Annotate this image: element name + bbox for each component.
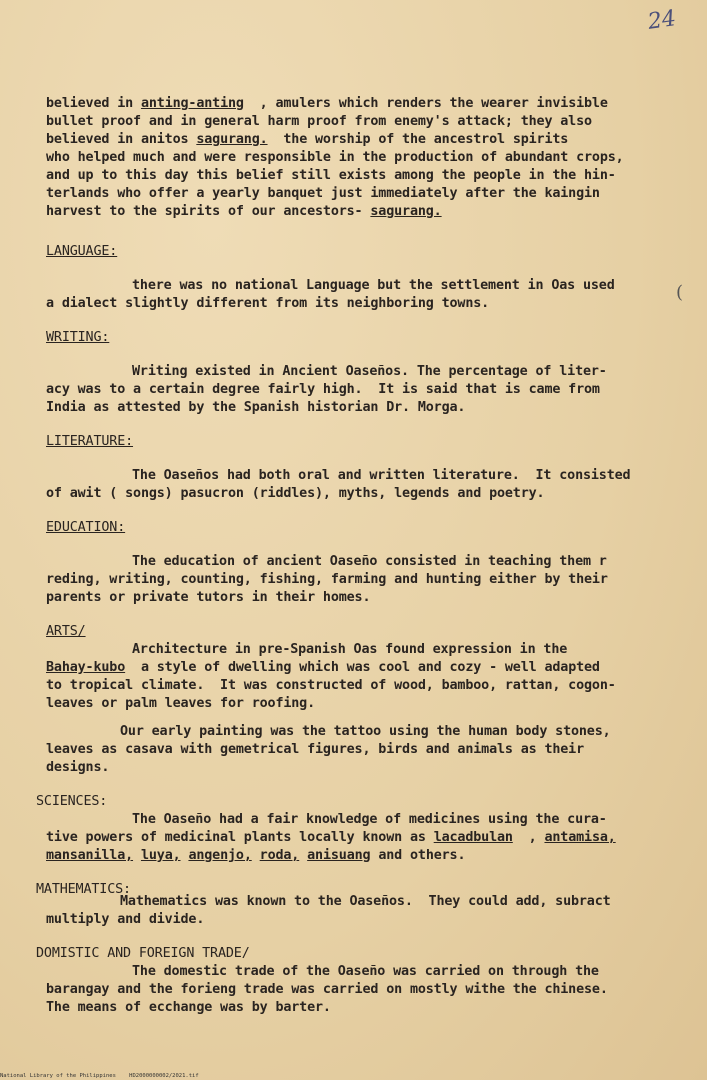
intro-line-6: terlands who offer a yearly banquet just immediately after the kaingin bbox=[46, 186, 600, 201]
language-line-2: a dialect slightly different from its neighboring towns. bbox=[46, 296, 490, 311]
sciences-line-2: tive powers of medicinal plants locally known as lacadbulan , antamisa, bbox=[46, 830, 616, 845]
arts-line-2: Bahay-kubo a style of dwelling which was cool and cozy - well adapted bbox=[46, 660, 600, 675]
intro-line-4: who helped much and were responsible in the production of abundant crops, bbox=[46, 150, 624, 165]
mathematics-line-2: multiply and divide. bbox=[46, 912, 205, 927]
intro-line-3: believed in anitos sagurang. the worship of the ancestrol spirits bbox=[46, 132, 569, 147]
sciences-heading: SCIENCES: bbox=[36, 794, 108, 809]
education-heading: EDUCATION: bbox=[46, 520, 126, 535]
trade-line-1: The domestic trade of the Oaseño was carried on through the bbox=[132, 964, 599, 979]
sciences-line-1: The Oaseño had a fair knowledge of medicines using the cura- bbox=[132, 812, 607, 827]
arts-painting-line-1: Our early painting was the tattoo using the human body stones, bbox=[120, 724, 611, 739]
intro-line-7: harvest to the spirits of our ancestors- sagurang. bbox=[46, 204, 442, 219]
archive-footer: National Library of the Philippines HD2000000002/2021.tif bbox=[0, 1073, 199, 1079]
literature-line-2: of awit ( songs) pasucron (riddles), myths, legends and poetry. bbox=[46, 486, 545, 501]
writing-heading: WRITING: bbox=[46, 330, 110, 345]
margin-bracket-mark: ( bbox=[676, 282, 684, 303]
trade-line-2: barangay and the forieng trade was carried on mostly withe the chinese. bbox=[46, 982, 608, 997]
document-body bbox=[36, 95, 686, 1017]
education-line-1: The education of ancient Oaseño consisted in teaching them r bbox=[132, 554, 607, 569]
arts-line-3: to tropical climate. It was constructed of wood, bamboo, rattan, cogon- bbox=[46, 678, 616, 693]
arts-painting-line-3: designs. bbox=[46, 760, 110, 775]
trade-line-3: The means of ecchange was by barter. bbox=[46, 1000, 331, 1015]
intro-line-5: and up to this day this belief still exists among the people in the hin- bbox=[46, 168, 616, 183]
language-heading: LANGUAGE: bbox=[46, 244, 118, 259]
language-line-1: there was no national Language but the settlement in Oas used bbox=[132, 278, 615, 293]
arts-painting-line-2: leaves as casava with gemetrical figures, birds and animals as their bbox=[46, 742, 585, 757]
writing-line-3: India as attested by the Spanish historian Dr. Morga. bbox=[46, 400, 466, 415]
writing-line-1: Writing existed in Ancient Oaseños. The percentage of liter- bbox=[132, 364, 607, 379]
literature-line-1: The Oaseños had both oral and written literature. It consisted bbox=[132, 468, 631, 483]
trade-heading: DOMISTIC AND FOREIGN TRADE/ bbox=[36, 946, 250, 961]
page-number: 24 bbox=[646, 6, 678, 35]
education-line-3: parents or private tutors in their homes. bbox=[46, 590, 371, 605]
arts-line-4: leaves or palm leaves for roofing. bbox=[46, 696, 316, 711]
writing-line-2: acy was to a certain degree fairly high. It is said that is came from bbox=[46, 382, 600, 397]
intro-line-2: bullet proof and in general harm proof from enemy's attack; they also bbox=[46, 114, 592, 129]
literature-heading: LITERATURE: bbox=[46, 434, 134, 449]
arts-line-1: Architecture in pre-Spanish Oas found expression in the bbox=[132, 642, 568, 657]
intro-line-1: believed in anting-anting , amulers which renders the wearer invisible bbox=[46, 96, 608, 111]
sciences-line-3: mansanilla, luya, angenjo, roda, anisuang and others. bbox=[46, 848, 466, 863]
education-line-2: reding, writing, counting, fishing, farming and hunting either by their bbox=[46, 572, 608, 587]
mathematics-line-1: Mathematics was known to the Oaseños. They could add, subract bbox=[120, 894, 611, 909]
mathematics-heading: MATHEMATICS: bbox=[36, 882, 131, 897]
arts-heading: ARTS/ bbox=[46, 624, 86, 639]
